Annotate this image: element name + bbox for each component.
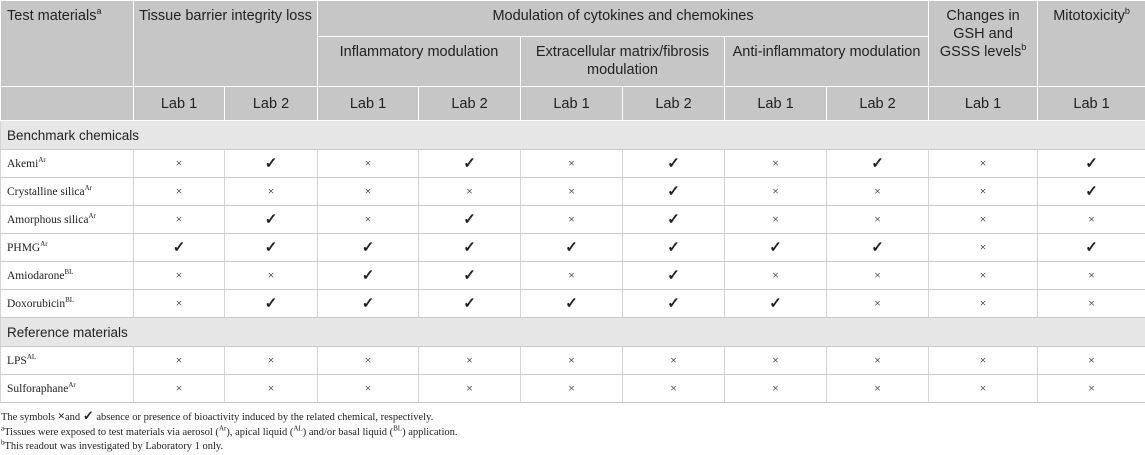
header-mitotoxicity: Mitotoxicity$^b$ <box>1038 1 1145 87</box>
header-lab: Lab 2 <box>225 87 318 121</box>
cross-mark-cell: × <box>929 234 1038 262</box>
check-mark-cell: ✓ <box>419 290 521 318</box>
table-row <box>1 178 1145 206</box>
material-name: Crystalline silica$^{Ar}$ <box>1 178 134 206</box>
header-lab: Lab 1 <box>1038 87 1145 121</box>
cross-mark-cell: × <box>134 347 225 375</box>
cross-mark-cell: × <box>827 178 929 206</box>
header-lab: Lab 2 <box>827 87 929 121</box>
cross-mark-cell: × <box>623 375 725 403</box>
check-mark-cell: ✓ <box>521 234 623 262</box>
table-row <box>1 262 1145 290</box>
cross-mark-cell: × <box>318 150 419 178</box>
table-row <box>1 234 1145 262</box>
header-lab: Lab 1 <box>134 87 225 121</box>
check-mark-cell: ✓ <box>225 234 318 262</box>
material-name: Amorphous silica$^{Ar}$ <box>1 206 134 234</box>
check-mark-cell: ✓ <box>623 150 725 178</box>
cross-mark-cell: × <box>1038 375 1145 403</box>
cross-mark-cell: × <box>929 262 1038 290</box>
header-gsh: Changes in GSH and GSSS levels$^b$ <box>929 1 1038 87</box>
cross-mark-cell: × <box>827 262 929 290</box>
header-test-materials: Test materials$^a$ <box>1 1 134 87</box>
cross-mark-cell: × <box>827 206 929 234</box>
check-mark-cell: ✓ <box>419 262 521 290</box>
cross-mark-cell: × <box>134 206 225 234</box>
check-mark-cell: ✓ <box>419 234 521 262</box>
material-name: Sulforaphane$^{Ar}$ <box>1 375 134 403</box>
check-mark-cell: ✓ <box>827 150 929 178</box>
material-name: $PHMG^{Ar}$ <box>1 234 134 262</box>
cross-mark-cell: × <box>929 150 1038 178</box>
cross-mark-cell: × <box>134 290 225 318</box>
footnote-a: $^a$Tissues were exposed to test materials via aerosol ($^{Ar}$), apical liquid ($^{AL}$) and/or basal liquid ($^{BL}$) application. <box>1 426 1145 441</box>
table-row <box>1 150 1145 178</box>
material-name: Doxorubicin$^{BL}$ <box>1 290 134 318</box>
material-name: Amiodarone$^{BL}$ <box>1 262 134 290</box>
check-mark-cell: ✓ <box>1038 150 1145 178</box>
cross-mark-cell: × <box>419 178 521 206</box>
section-row <box>1 121 1145 150</box>
check-mark-cell: ✓ <box>419 206 521 234</box>
header-inflammatory: Inflammatory modulation <box>318 37 521 87</box>
cross-mark-cell: × <box>1038 262 1145 290</box>
cross-mark-cell: × <box>134 178 225 206</box>
cross-mark-cell: × <box>318 347 419 375</box>
cross-mark-cell: × <box>929 347 1038 375</box>
cross-mark-cell: × <box>929 375 1038 403</box>
table-row <box>1 290 1145 318</box>
table-row <box>1 375 1145 403</box>
cross-mark-cell: × <box>1038 206 1145 234</box>
header-lab-spacer <box>1 87 134 121</box>
check-mark-cell: ✓ <box>134 234 225 262</box>
cross-symbol: × <box>58 408 65 423</box>
check-mark-cell: ✓ <box>827 234 929 262</box>
header-extracellular: Extracellular matrix/fibrosis modulation <box>521 37 725 87</box>
cross-mark-cell: × <box>521 347 623 375</box>
check-mark-cell: ✓ <box>521 290 623 318</box>
check-mark-cell: ✓ <box>1038 234 1145 262</box>
cross-mark-cell: × <box>134 262 225 290</box>
cross-mark-cell: × <box>419 375 521 403</box>
cross-mark-cell: × <box>318 206 419 234</box>
cross-mark-cell: × <box>521 375 623 403</box>
cross-mark-cell: × <box>521 150 623 178</box>
check-mark-cell: ✓ <box>623 262 725 290</box>
cross-mark-cell: × <box>134 150 225 178</box>
cross-mark-cell: × <box>225 375 318 403</box>
check-mark-cell: ✓ <box>318 262 419 290</box>
footnote-symbols: The symbols ×and ✓ absence or presence of bioactivity induced by the related chemical, respectively. <box>1 409 1145 426</box>
table-row <box>1 206 1145 234</box>
cross-mark-cell: × <box>725 150 827 178</box>
cross-mark-cell: × <box>929 206 1038 234</box>
cross-mark-cell: × <box>725 178 827 206</box>
cross-mark-cell: × <box>725 375 827 403</box>
check-mark-cell: ✓ <box>225 150 318 178</box>
cross-mark-cell: × <box>827 375 929 403</box>
section-title: Reference materials <box>1 318 1145 347</box>
table-body <box>1 121 1145 403</box>
check-mark-cell: ✓ <box>225 206 318 234</box>
cross-mark-cell: × <box>929 290 1038 318</box>
cross-mark-cell: × <box>225 347 318 375</box>
cross-mark-cell: × <box>725 262 827 290</box>
check-mark-cell: ✓ <box>725 290 827 318</box>
header-tissue-barrier: Tissue barrier integrity loss <box>134 1 318 87</box>
cross-mark-cell: × <box>225 178 318 206</box>
check-mark-cell: ✓ <box>725 234 827 262</box>
cross-mark-cell: × <box>318 375 419 403</box>
header-modulation: Modulation of cytokines and chemokines <box>318 1 929 37</box>
cross-mark-cell: × <box>521 206 623 234</box>
cross-mark-cell: × <box>521 262 623 290</box>
material-name: $LPS^{AL}$ <box>1 347 134 375</box>
material-name: Akemi$^{Ar}$ <box>1 150 134 178</box>
cross-mark-cell: × <box>1038 290 1145 318</box>
check-symbol: ✓ <box>83 408 94 423</box>
cross-mark-cell: × <box>725 206 827 234</box>
check-mark-cell: ✓ <box>623 234 725 262</box>
cross-mark-cell: × <box>623 347 725 375</box>
cross-mark-cell: × <box>1038 347 1145 375</box>
table-row <box>1 347 1145 375</box>
header-anti-inflammatory: Anti-inflammatory modulation <box>725 37 929 87</box>
cross-mark-cell: × <box>419 347 521 375</box>
cross-mark-cell: × <box>929 178 1038 206</box>
header-lab: Lab 1 <box>929 87 1038 121</box>
header-lab: Lab 1 <box>521 87 623 121</box>
check-mark-cell: ✓ <box>623 290 725 318</box>
check-mark-cell: ✓ <box>1038 178 1145 206</box>
cross-mark-cell: × <box>521 178 623 206</box>
cross-mark-cell: × <box>827 347 929 375</box>
cross-mark-cell: × <box>134 375 225 403</box>
check-mark-cell: ✓ <box>318 234 419 262</box>
section-row <box>1 318 1145 347</box>
footnotes <box>0 409 1145 455</box>
header-lab: Lab 2 <box>623 87 725 121</box>
check-mark-cell: ✓ <box>419 150 521 178</box>
footnote-b: $^b$This readout was investigated by Laboratory 1 only. <box>1 440 1145 455</box>
header-lab: Lab 1 <box>318 87 419 121</box>
check-mark-cell: ✓ <box>623 206 725 234</box>
cross-mark-cell: × <box>827 290 929 318</box>
section-title: Benchmark chemicals <box>1 121 1145 150</box>
check-mark-cell: ✓ <box>623 178 725 206</box>
cross-mark-cell: × <box>225 262 318 290</box>
header-lab: Lab 1 <box>725 87 827 121</box>
check-mark-cell: ✓ <box>318 290 419 318</box>
cross-mark-cell: × <box>725 347 827 375</box>
check-mark-cell: ✓ <box>225 290 318 318</box>
header-lab: Lab 2 <box>419 87 521 121</box>
cross-mark-cell: × <box>318 178 419 206</box>
